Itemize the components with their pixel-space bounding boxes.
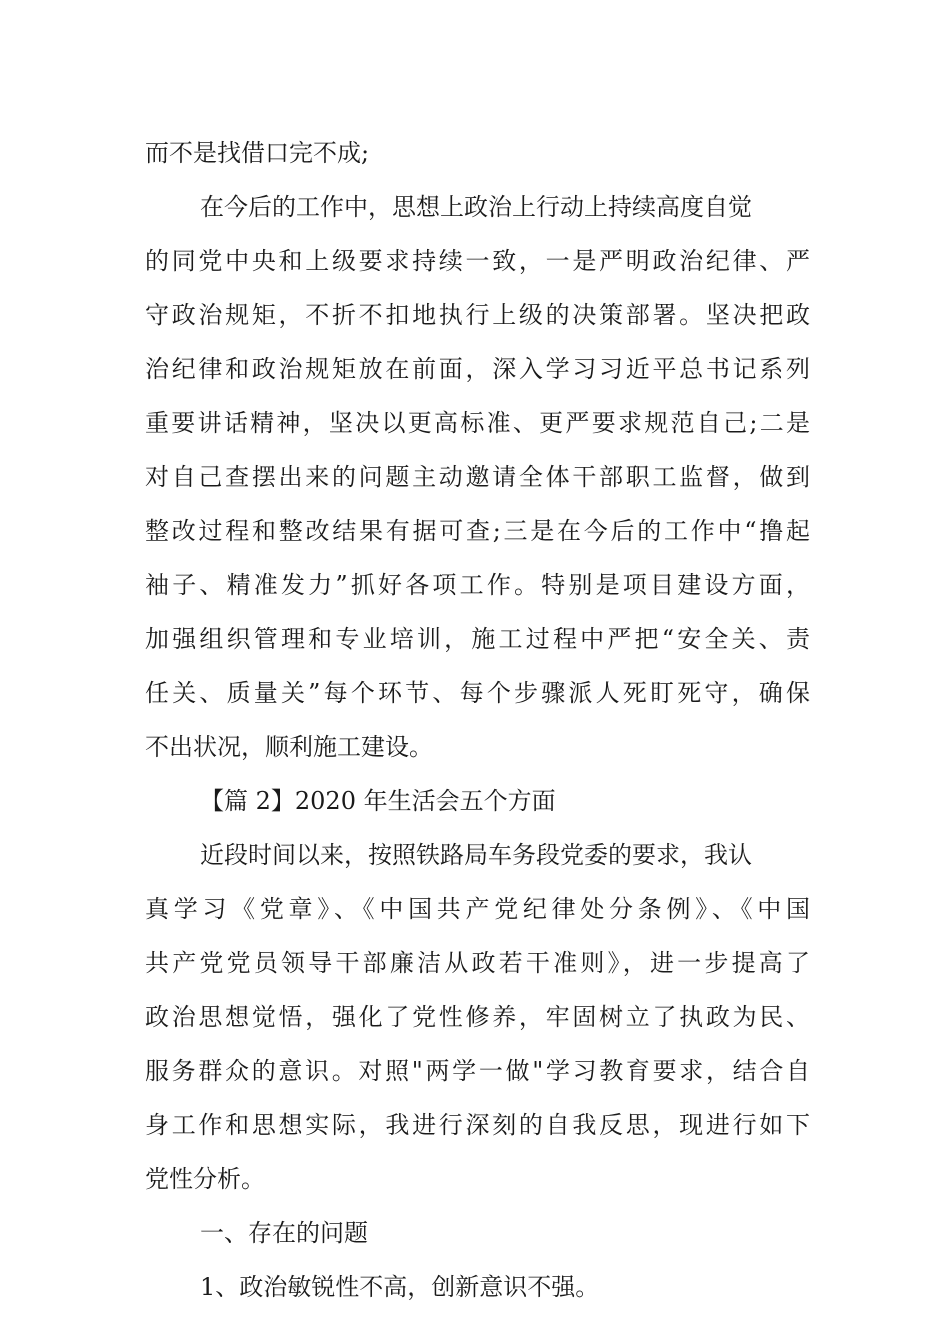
text-line: 党性分析。 [145,1165,265,1193]
paragraph-first-line: 在今后的工作中，思想上政治上行动上持续高度自觉 [200,193,752,221]
document-body [145,126,810,1314]
text-line: 真学习《党章》、《中国共产党纪律处分条例》、《中国 [145,895,810,923]
text-line: 任关、质量关”每个环节、每个步骤派人死盯死守，确保 [145,679,810,707]
text-line: 整改过程和整改结果有据可查;三是在今后的工作中“撸起 [145,517,810,545]
text-line: 的同党中央和上级要求持续一致，一是严明政治纪律、严 [145,247,810,275]
text-line: 身工作和思想实际，我进行深刻的自我反思，现进行如下 [145,1111,810,1139]
text-line: 而不是找借口完不成; [145,139,370,167]
text-line: 共产党党员领导干部廉洁从政若干准则》，进一步提高了 [145,949,810,977]
text-line: 不出状况，顺利施工建设。 [145,733,433,761]
subheading: 一、存在的问题 [200,1219,368,1247]
text-line: 重要讲话精神，坚决以更高标准、更严要求规范自己;二是 [145,409,810,437]
list-item: 1、政治敏锐性不高，创新意识不强。 [200,1273,600,1301]
text-line: 守政治规矩，不折不扣地执行上级的决策部署。坚决把政 [145,301,810,329]
text-line: 对自己查摆出来的问题主动邀请全体干部职工监督，做到 [145,463,810,491]
text-line: 加强组织管理和专业培训，施工过程中严把“安全关、责 [145,625,810,653]
paragraph-first-line: 近段时间以来，按照铁路局车务段党委的要求，我认 [200,841,752,869]
text-line: 服务群众的意识。对照"两学一做"学习教育要求，结合自 [145,1057,810,1085]
text-line: 袖子、精准发力”抓好各项工作。特别是项目建设方面， [145,571,810,599]
text-line: 治纪律和政治规矩放在前面，深入学习习近平总书记系列 [145,355,810,383]
section-heading: 【篇 2】2020 年生活会五个方面 [200,787,556,815]
text-line: 政治思想觉悟，强化了党性修养，牢固树立了执政为民、 [145,1003,810,1031]
